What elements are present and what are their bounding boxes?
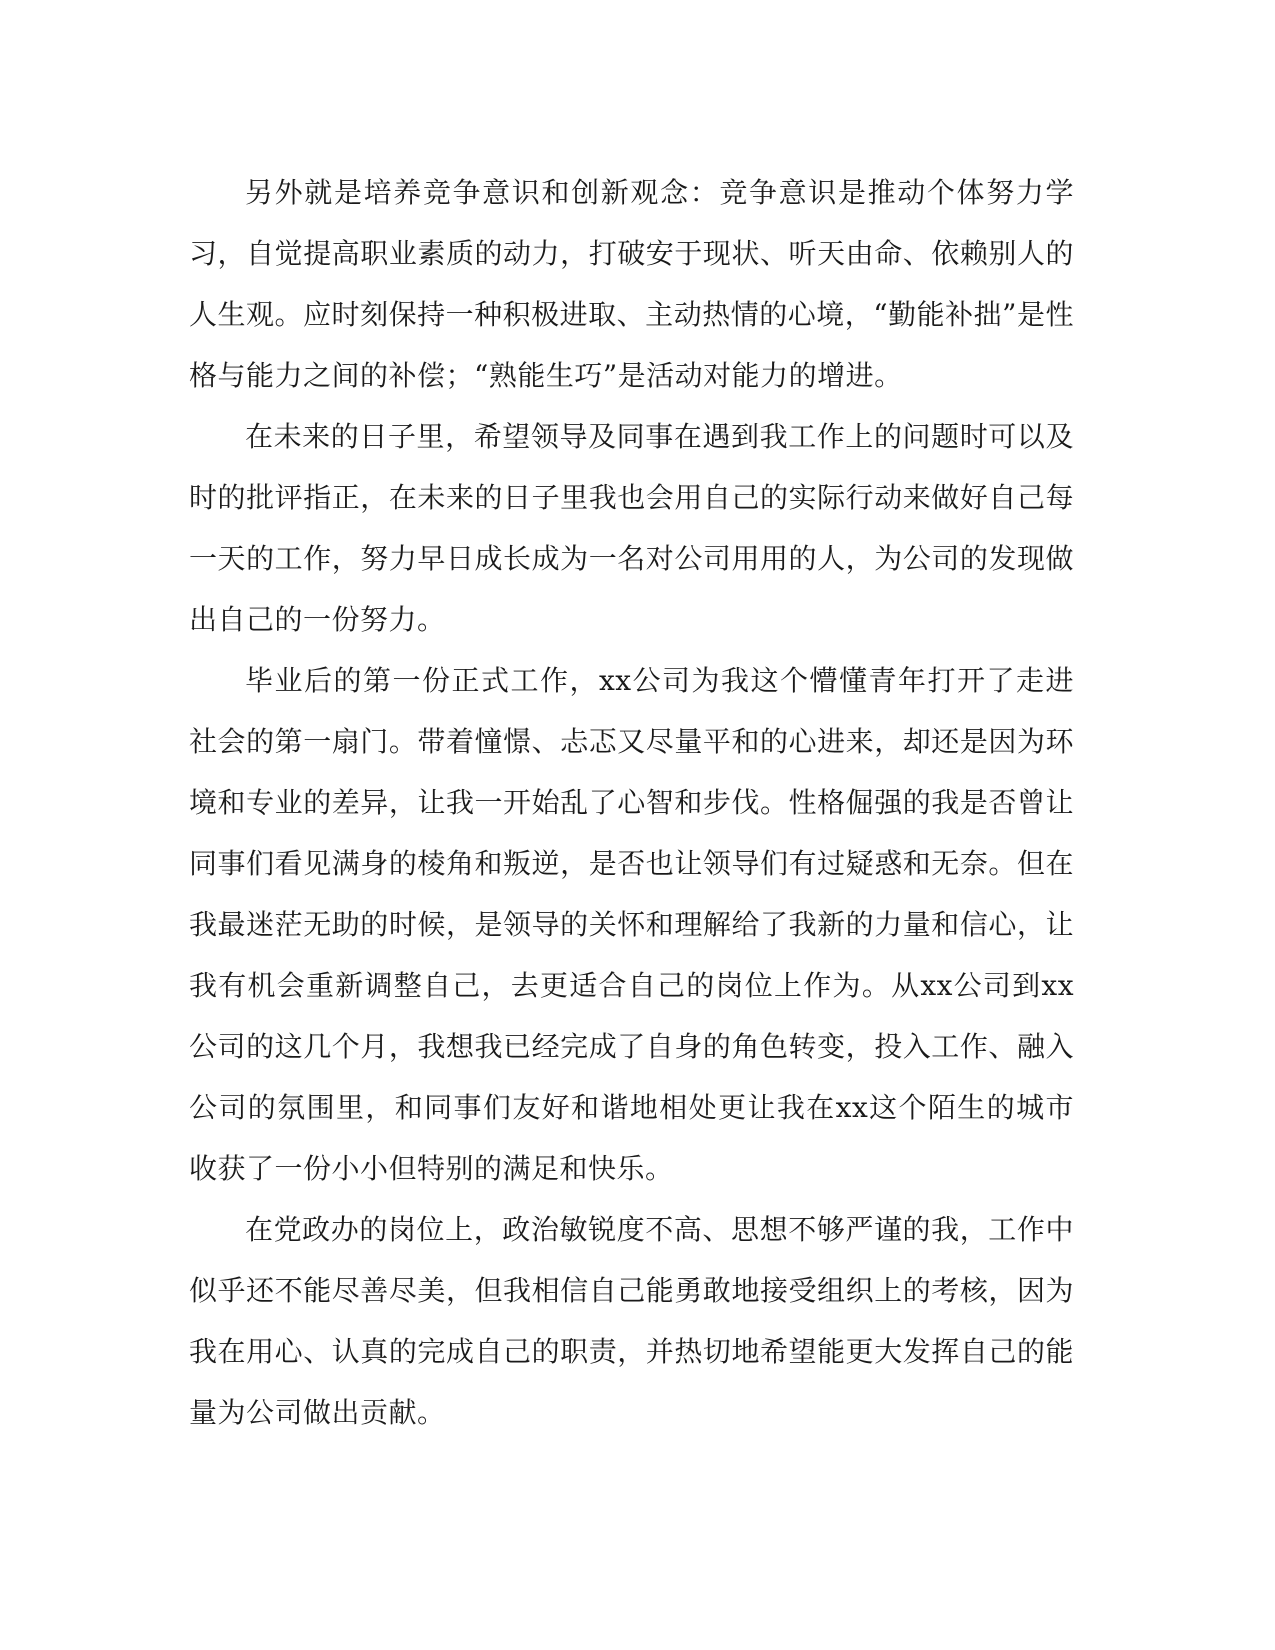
paragraph-party-office-role: 在党政办的岗位上，政治敏锐度不高、思想不够严谨的我，工作中似乎还不能尽善尽美，但我相信自己能勇敢地接受组织上的考核，因为我在用心、认真的完成自己的职责，并热切地希望能更大发挥自己的能量为公司做出贡献。 [189, 1213, 1074, 1429]
paragraph-future-hopes: 在未来的日子里，希望领导及同事在遇到我工作上的问题时可以及时的批评指正，在未来的日子里我也会用自己的实际行动来做好自己每一天的工作，努力早日成长成为一名对公司用用的人，为公司的发现做出自己的一份努力。 [189, 420, 1074, 636]
paragraph-competition-awareness: 另外就是培养竞争意识和创新观念：竞争意识是推动个体努力学习，自觉提高职业素质的动力，打破安于现状、听天由命、依赖别人的人生观。应时刻保持一种积极进取、主动热情的心境，“勤能补拙”是性格与能力之间的补偿；“熟能生巧”是活动对能力的增进。 [189, 176, 1074, 392]
paragraph-first-job: 毕业后的第一份正式工作，xx公司为我这个懵懂青年打开了走进社会的第一扇门。带着憧憬、忐忑又尽量平和的心进来，却还是因为环境和专业的差异，让我一开始乱了心智和步伐。性格倔强的我是否曾让同事们看见满身的棱角和叛逆，是否也让领导们有过疑惑和无奈。但在我最迷茫无助的时候，是领导的关怀和理解给了我新的力量和信心，让我有机会重新调整自己，去更适合自己的岗位上作为。从xx公司到xx公司的这几个月，我想我已经完成了自身的角色转变，投入工作、融入公司的氛围里，和同事们友好和谐地相处更让我在xx这个陌生的城市收获了一份小小但特别的满足和快乐。 [189, 664, 1074, 1185]
document-body [189, 162, 1074, 1443]
